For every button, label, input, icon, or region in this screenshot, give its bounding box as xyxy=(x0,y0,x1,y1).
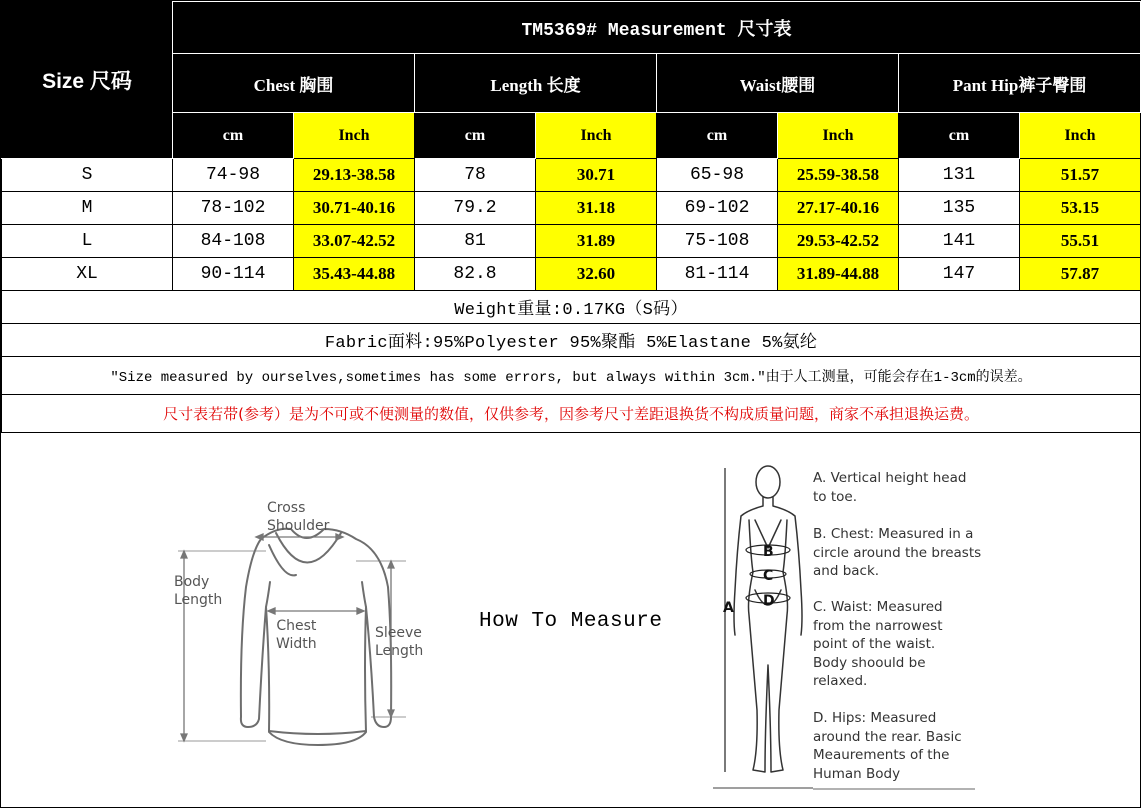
legend-b: B. Chest: Measured in a circle around the breasts and back. xyxy=(813,526,982,579)
table-cell: 29.13-38.58 xyxy=(294,159,415,192)
table-cell: 57.87 xyxy=(1020,258,1141,291)
unit-header-cm: cm xyxy=(173,113,294,159)
legend-d: D. Hips: Measured around the rear. Basic Meaurements of the Human Body xyxy=(813,710,962,782)
row-size: M xyxy=(2,192,173,225)
marker-d: D xyxy=(763,593,775,609)
weight-row: Weight重量:0.17KG（S码） xyxy=(2,291,1141,324)
legend-a: A. Vertical height head to toe. xyxy=(813,470,967,505)
marker-b: B xyxy=(763,544,774,560)
unit-header-inch: Inch xyxy=(1020,113,1141,159)
table-cell: 32.60 xyxy=(536,258,657,291)
table-cell: 84-108 xyxy=(173,225,294,258)
table-cell: 30.71-40.16 xyxy=(294,192,415,225)
size-table xyxy=(1,1,1141,433)
body-diagram xyxy=(713,460,813,790)
row-size: XL xyxy=(2,258,173,291)
table-cell: 31.89-44.88 xyxy=(778,258,899,291)
unit-header-cm: cm xyxy=(899,113,1020,159)
table-cell: 65-98 xyxy=(657,159,778,192)
table-cell: 51.57 xyxy=(1020,159,1141,192)
table-cell: 81 xyxy=(415,225,536,258)
table-cell: 30.71 xyxy=(536,159,657,192)
table-title: TM5369# Measurement 尺寸表 xyxy=(173,2,1141,54)
table-cell: 55.51 xyxy=(1020,225,1141,258)
table-cell: 33.07-42.52 xyxy=(294,225,415,258)
unit-header-inch: Inch xyxy=(778,113,899,159)
table-cell: 78 xyxy=(415,159,536,192)
fabric-row: Fabric面料:95%Polyester 95%聚酯 5%Elastane 5%氨纶 xyxy=(2,324,1141,357)
table-cell: 27.17-40.16 xyxy=(778,192,899,225)
group-header-waist: Waist腰围 xyxy=(657,54,899,113)
row-size: L xyxy=(2,225,173,258)
unit-header-cm: cm xyxy=(415,113,536,159)
table-cell: 74-98 xyxy=(173,159,294,192)
table-cell: 81-114 xyxy=(657,258,778,291)
table-cell: 69-102 xyxy=(657,192,778,225)
table-row xyxy=(2,258,1141,291)
reference-warning: 尺寸表若带(参考）是为不可或不便测量的数值，仅供参考，因参考尺寸差距退换货不构成质量问题，商家不承担退换运费。 xyxy=(2,395,1141,433)
group-header-length: Length 长度 xyxy=(415,54,657,113)
table-cell: 75-108 xyxy=(657,225,778,258)
table-cell: 90-114 xyxy=(173,258,294,291)
table-row xyxy=(2,192,1141,225)
measure-guide xyxy=(1,432,1140,807)
chest-width-label: Chest Width xyxy=(276,618,317,652)
unit-header-inch: Inch xyxy=(536,113,657,159)
table-cell: 141 xyxy=(899,225,1020,258)
how-to-measure-title: How To Measure xyxy=(479,610,663,633)
table-cell: 131 xyxy=(899,159,1020,192)
table-cell: 135 xyxy=(899,192,1020,225)
marker-c: C xyxy=(763,568,774,584)
table-cell: 82.8 xyxy=(415,258,536,291)
table-cell: 25.59-38.58 xyxy=(778,159,899,192)
row-size: S xyxy=(2,159,173,192)
cross-shoulder-label: Cross Shoulder xyxy=(267,500,330,534)
table-cell: 31.89 xyxy=(536,225,657,258)
table-row xyxy=(2,159,1141,192)
group-header-pant-hip: Pant Hip裤子臀围 xyxy=(899,54,1141,113)
legend-c: C. Waist: Measured from the narrowest point of the waist. Body shoould be relaxed. xyxy=(813,599,943,689)
table-cell: 79.2 xyxy=(415,192,536,225)
sleeve-length-label: Sleeve Length xyxy=(375,625,424,659)
unit-header-cm: cm xyxy=(657,113,778,159)
measurement-note: "Size measured by ourselves,sometimes has some errors, but always within 3cm."由于人工测量，可能会存在1-3cm的误差。 xyxy=(2,357,1141,395)
table-cell: 29.53-42.52 xyxy=(778,225,899,258)
marker-a: A xyxy=(723,600,734,616)
table-cell: 53.15 xyxy=(1020,192,1141,225)
table-cell: 31.18 xyxy=(536,192,657,225)
table-cell: 78-102 xyxy=(173,192,294,225)
group-header-chest: Chest 胸围 xyxy=(173,54,415,113)
size-header: Size 尺码 xyxy=(2,2,173,159)
table-cell: 35.43-44.88 xyxy=(294,258,415,291)
unit-header-inch: Inch xyxy=(294,113,415,159)
body-length-label: Body Length xyxy=(174,574,223,608)
table-cell: 147 xyxy=(899,258,1020,291)
table-row xyxy=(2,225,1141,258)
